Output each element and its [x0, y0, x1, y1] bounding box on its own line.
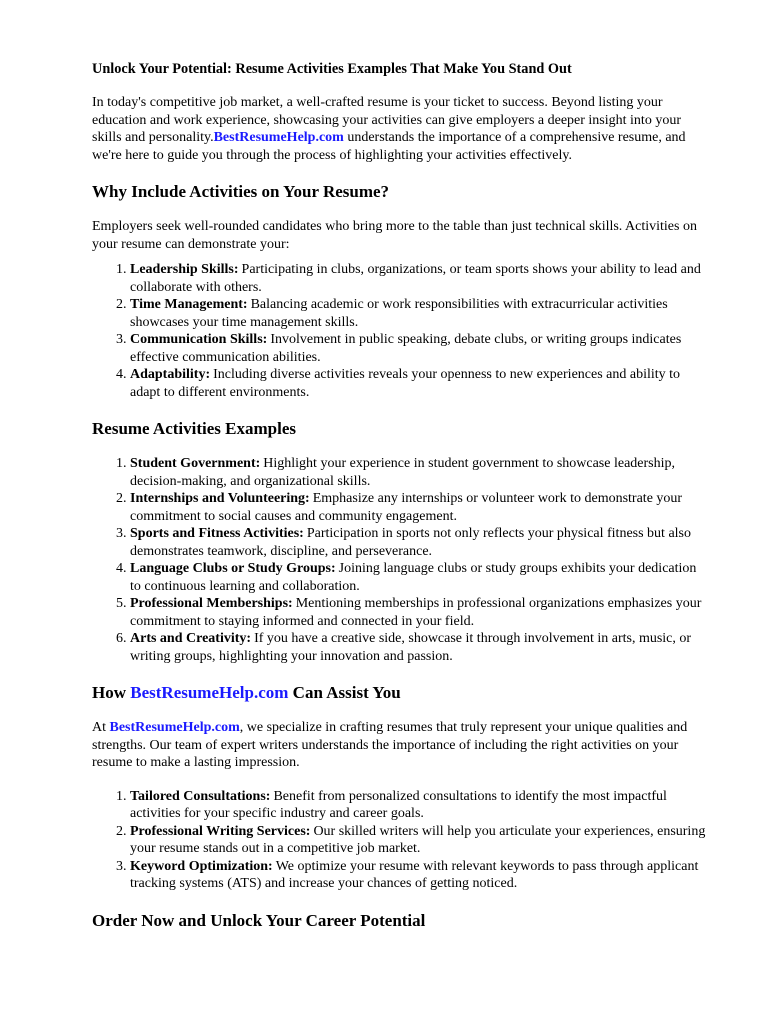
- intro-text-after: understands the importance of a comprehensive resume, and we're here to guide you through the process of highlighting your activities effectively.: [92, 130, 686, 163]
- list-item-label: Professional Memberships:: [130, 596, 293, 611]
- list-item-text: Highlight your experience in student government to showcase leadership, decision-making, and organizational skills.: [130, 456, 676, 489]
- list-item-label: Keyword Optimization:: [130, 858, 273, 874]
- list-item-text: Benefit from personalized consultations to identify the most impactful activities for your specific industry and career goals.: [130, 788, 667, 821]
- document-title: Unlock Your Potential: Resume Activities Examples That Make You Stand Out: [92, 61, 572, 77]
- assist-heading-before: How: [92, 683, 131, 702]
- list-item-text: Emphasize any internships or volunteer work to demonstrate your commitment to social causes and community engagement.: [130, 491, 683, 524]
- intro-paragraph: [92, 94, 708, 164]
- list-item-text: Participating in clubs, organizations, or team sports shows your ability to lead and collaborate with others.: [130, 262, 701, 295]
- why-list: [92, 261, 708, 401]
- list-item-text: Our skilled writers will help you articulate your experiences, ensuring your resume stands out in a competitive job market.: [130, 823, 706, 856]
- assist-heading-link[interactable]: BestResumeHelp.com: [130, 683, 289, 702]
- list-item: [130, 560, 708, 595]
- list-item-text: Participation in sports not only reflects your physical fitness but also demonstrates teamwork, discipline, and perseverance.: [130, 526, 692, 559]
- list-item: [130, 490, 708, 525]
- list-item-label: Tailored Consultations:: [130, 788, 271, 804]
- why-paragraph: Employers seek well-rounded candidates who bring more to the table than just technical skills. Activities on your resume can demonstrate your:: [92, 219, 697, 252]
- list-item: [130, 366, 708, 401]
- list-item-label: Arts and Creativity:: [130, 631, 252, 646]
- assist-text-before: At: [92, 720, 110, 735]
- why-heading: Why Include Activities on Your Resume?: [92, 182, 390, 201]
- list-item: [130, 788, 708, 823]
- list-item-text: Balancing academic or work responsibilities with extracurricular activities showcases your time management skills.: [130, 297, 668, 330]
- list-item-text: Mentioning memberships in professional organizations emphasizes your commitment to staying informed and connected in your field.: [130, 596, 702, 629]
- list-item-label: Sports and Fitness Activities:: [130, 526, 304, 541]
- list-item-label: Language Clubs or Study Groups:: [130, 561, 336, 576]
- assist-site-link[interactable]: BestResumeHelp.com: [109, 720, 240, 735]
- list-item: [130, 823, 708, 858]
- list-item-label: Adaptability:: [130, 367, 211, 382]
- list-item-text: We optimize your resume with relevant keywords to pass through applicant tracking systems (ATS) and increase your chances of getting noticed.: [130, 858, 699, 891]
- list-item-text: Including diverse activities reveals your openness to new experiences and ability to adapt to different environments.: [130, 367, 681, 400]
- list-item-label: Communication Skills:: [130, 332, 268, 347]
- examples-list: [92, 455, 708, 665]
- list-item-label: Time Management:: [130, 297, 248, 312]
- list-item-text: Involvement in public speaking, debate clubs, or writing groups indicates effective communication abilities.: [130, 332, 682, 365]
- list-item-text: Joining language clubs or study groups exhibits your dedication to continuous learning and collaboration.: [130, 561, 697, 594]
- list-item: [130, 858, 708, 893]
- intro-site-link[interactable]: BestResumeHelp.com: [213, 130, 344, 145]
- list-item-label: Professional Writing Services:: [130, 823, 311, 839]
- list-item: [130, 331, 708, 366]
- list-item-label: Student Government:: [130, 456, 261, 471]
- list-item: [130, 595, 708, 630]
- list-item: [130, 455, 708, 490]
- assist-list: [92, 788, 708, 893]
- order-heading: Order Now and Unlock Your Career Potential: [92, 910, 426, 930]
- examples-heading: Resume Activities Examples: [92, 419, 296, 438]
- list-item-label: Leadership Skills:: [130, 262, 239, 277]
- list-item: [130, 296, 708, 331]
- list-item-label: Internships and Volunteering:: [130, 491, 310, 506]
- list-item: [130, 630, 708, 665]
- list-item: [130, 261, 708, 296]
- assist-text-after: , we specialize in crafting resumes that truly represent your unique qualities and strengths. Our team of expert writers understands the importance of including the right activities on your resume to make a lasting impression.: [92, 720, 688, 770]
- list-item: [130, 525, 708, 560]
- intro-text-before: In today's competitive job market, a well-crafted resume is your ticket to success. Beyond listing your education and work experience, showcasing your activities can give employers a deeper insight into your skills and personality.: [92, 95, 681, 145]
- assist-paragraph: [92, 719, 708, 772]
- assist-heading: [92, 683, 708, 703]
- list-item-text: If you have a creative side, showcase it through involvement in arts, music, or writing groups, highlighting your innovation and passion.: [130, 631, 692, 664]
- assist-heading-after: Can Assist You: [288, 683, 401, 702]
